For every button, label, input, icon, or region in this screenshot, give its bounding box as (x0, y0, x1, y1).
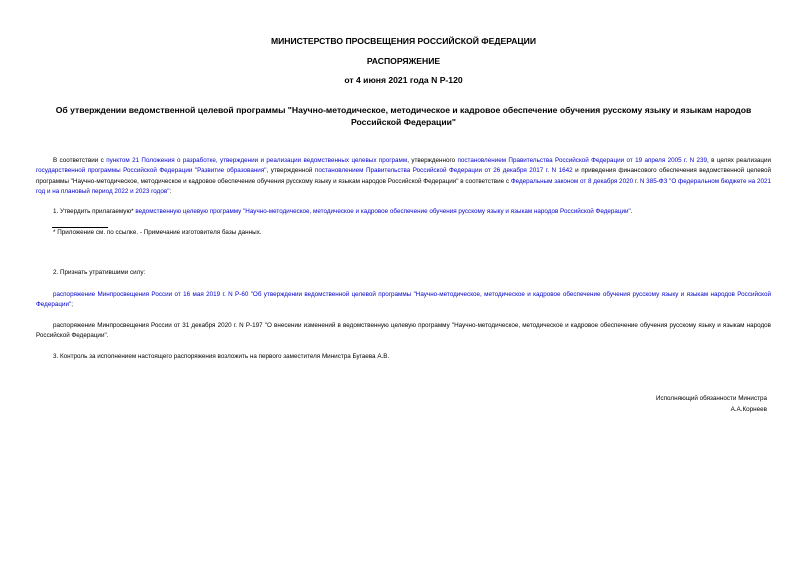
preamble-paragraph (36, 156, 771, 198)
link-regulation-point-21[interactable]: пунктом 21 Положения о разработке, утверждении и реализации ведомственных целевых программ (106, 157, 408, 164)
preamble-text-6: : (169, 188, 172, 196)
item-2-paragraph: 2. Признать утратившими силу: (53, 269, 146, 276)
signatory-name: А.А.Корнеев (730, 406, 767, 413)
item-1-text: 1. Утвердить прилагаемую* (53, 208, 136, 215)
signatory-position: Исполняющий обязанности Министра (655, 395, 767, 402)
repealed-order-1-end: ; (71, 301, 73, 309)
repealed-order-2: распоряжение Минпросвещения России от 31 декабря 2020 г. N Р-197 "О внесении изменений в ведомственную целевую программу "Научно-методическое, методическое и кадровое обеспечение обучения русскому языку и языкам народов Российской Федерации". (36, 322, 771, 340)
link-federal-law-385[interactable]: Федеральным законом от 8 декабря 2020 г. N 385-ФЗ "О федеральном бюджете на 2021 год и на плановый период 2022 и 2023 годов" (36, 177, 771, 196)
link-state-program-education[interactable]: государственной программы Российской Федерации "Развитие образования" (36, 167, 267, 175)
ministry-header: МИНИСТЕРСТВО ПРОСВЕЩЕНИЯ РОССИЙСКОЙ ФЕДЕРАЦИИ (270, 36, 537, 46)
document-title: Об утверждении ведомственной целевой программы "Научно-методическое, методическое и кадровое обеспечение обучения русскому языку и языкам народов Российской Федерации" (55, 105, 752, 127)
link-order-p-60[interactable]: распоряжение Минпросвещения России от 16 мая 2019 г. N Р-60 "Об утверждении ведомственной целевой программы "Научно-методическое, методическое и кадровое обеспечение обучения русскому языку и языкам народов Российской Федерации" (36, 291, 771, 309)
preamble-text-2: , утвержденного (407, 157, 458, 164)
repealed-order-1 (36, 290, 771, 311)
preamble-text-4: , утвержденной (266, 167, 315, 175)
document-type: РАСПОРЯЖЕНИЕ (366, 56, 441, 66)
item-1-end: . (630, 208, 633, 215)
link-departmental-program[interactable]: ведомственную целевую программу "Научно-методическое, методическое и кадровое обеспечение обучения русскому языку и языкам народов Российской Федерации" (135, 208, 631, 215)
footnote: * Приложение см. по ссылке. - Примечание изготовителя базы данных. (53, 229, 262, 236)
item-3-paragraph: 3. Контроль за исполнением настоящего распоряжения возложить на первого заместителя Министра Бугаева А.В. (53, 353, 390, 360)
link-government-decree-1642[interactable]: постановлением Правительства Российской Федерации от 26 декабря 2017 г. N 1642 (314, 167, 573, 175)
preamble-text-1: В соответствии с (53, 157, 107, 164)
preamble-text-5: и приведения финансового обеспечения ведомственной целевой программы "Научно-методическое, методическое и кадровое обеспечение обучения русскому языку и языкам народов Российской Федерации" в соответствие с (36, 167, 772, 185)
preamble-text-3: , в целях реализации (707, 157, 771, 164)
item-1-paragraph (36, 207, 771, 217)
date-number: от 4 июня 2021 года N Р-120 (344, 75, 463, 85)
link-government-decree-239[interactable]: постановлением Правительства Российской Федерации от 19 апреля 2005 г. N 239 (457, 157, 708, 164)
